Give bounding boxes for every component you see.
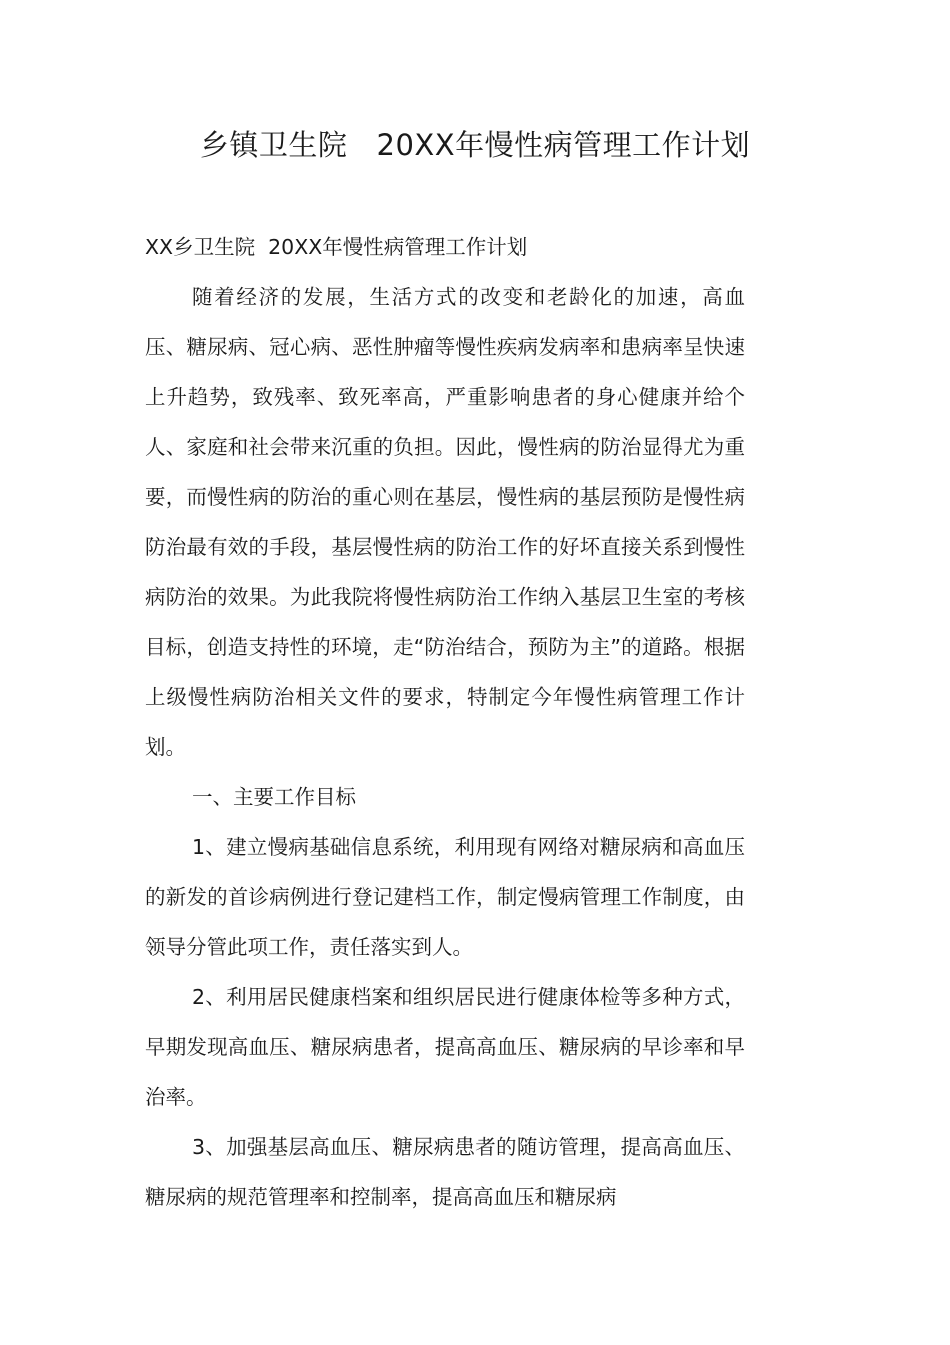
goal-item-1: 1、建立慢病基础信息系统，利用现有网络对糖尿病和高血压的新发的首诊病例进行登记建档工作，制定慢病管理工作制度，由领导分管此项工作，责任落实到人。 [145, 835, 745, 959]
document-title: 乡镇卫生院 20XX年慢性病管理工作计划 [199, 128, 751, 162]
intro-paragraph: 随着经济的发展，生活方式的改变和老龄化的加速，高血压、糖尿病、冠心病、恶性肿瘤等慢性疾病发病率和患病率呈快速上升趋势，致残率、致死率高，严重影响患者的身心健康并给个人、家庭和社会带来沉重的负担。因此，慢性病的防治显得尤为重要，而慢性病的防治的重心则在基层，慢性病的基层预防是慢性病防治最有效的手段，基层慢性病的防治工作的好坏直接关系到慢性病防治的效果。为此我院将慢性病防治工作纳入基层卫生室的考核目标，创造支持性的环境，走“防治结合，预防为主”的道路。根据上级慢性病防治相关文件的要求，特制定今年慢性病管理工作计划。 [145, 285, 745, 759]
goal-item-2: 2、利用居民健康档案和组织居民进行健康体检等多种方式，早期发现高血压、糖尿病患者，提高高血压、糖尿病的早诊率和早治率。 [145, 985, 745, 1109]
goal-item-3: 3、加强基层高血压、糖尿病患者的随访管理，提高高血压、糖尿病的规范管理率和控制率，提高高血压和糖尿病 [145, 1135, 745, 1209]
document-subtitle: XX乡卫生院 20XX年慢性病管理工作计划 [145, 235, 528, 259]
section-heading: 一、主要工作目标 [192, 785, 356, 809]
document-body [145, 222, 745, 1222]
